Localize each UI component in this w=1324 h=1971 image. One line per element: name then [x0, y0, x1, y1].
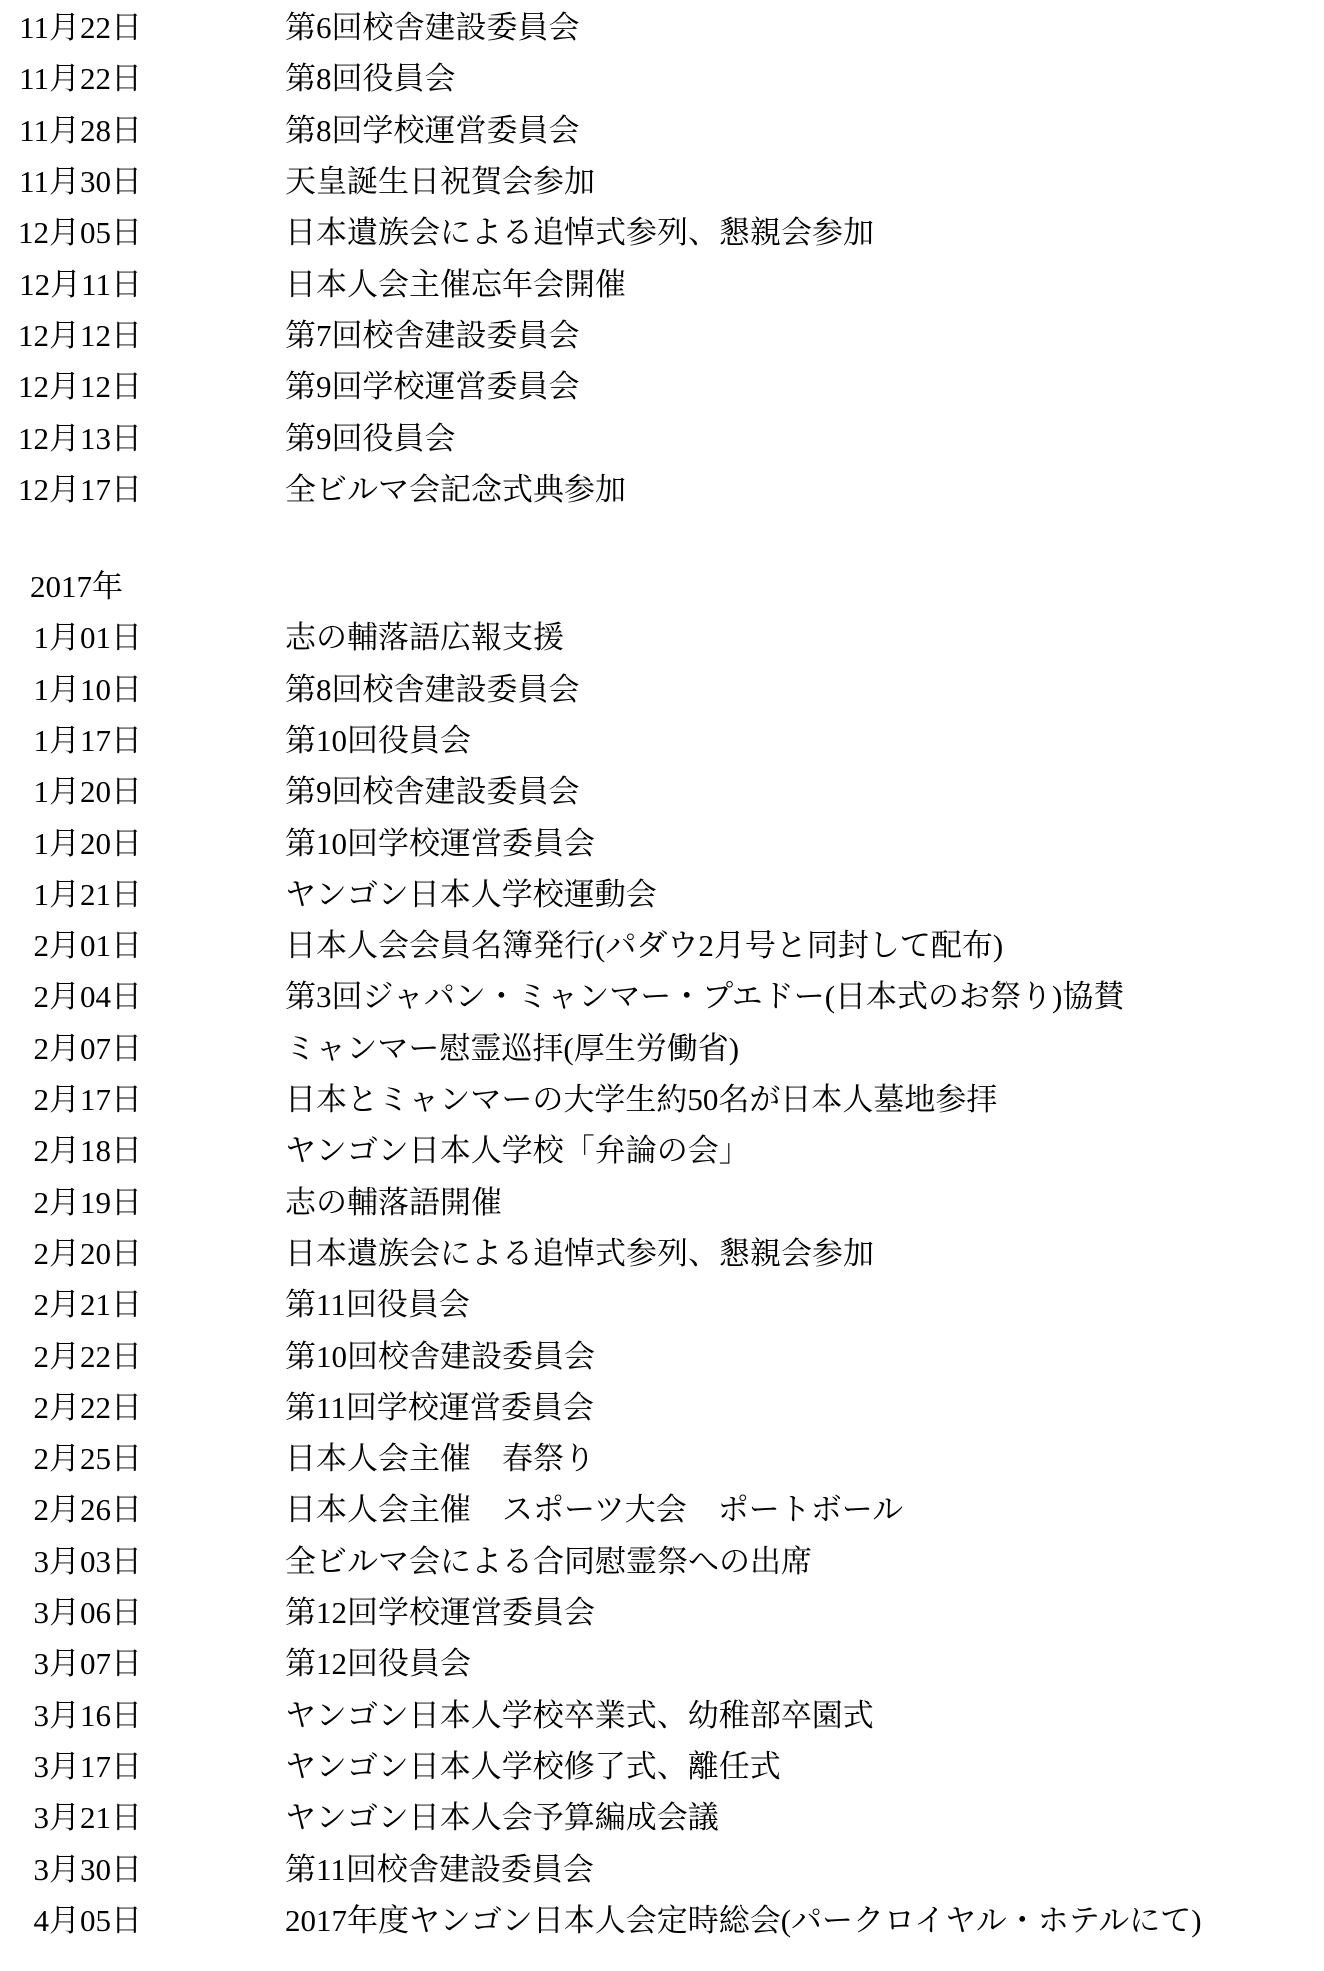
schedule-row	[0, 53, 1324, 104]
date-cell: 2月07日	[33, 1030, 142, 1066]
date-cell: 3月16日	[33, 1697, 142, 1733]
date-cell: 2月04日	[33, 979, 142, 1015]
event-cell: 第7回校舎建設委員会	[285, 317, 580, 353]
event-cell: 日本人会会員名簿発行(パダウ2月号と同封して配布)	[285, 928, 1004, 964]
date-cell: 2月18日	[33, 1133, 142, 1169]
date-cell: 11月22日	[19, 61, 142, 97]
schedule-row	[0, 1484, 1324, 1535]
schedule-row	[0, 1587, 1324, 1638]
event-cell: 2017年度ヤンゴン日本人会定時総会(パークロイヤル・ホテルにて)	[285, 1902, 1202, 1938]
date-cell: 1月10日	[33, 671, 142, 707]
date-cell: 2月21日	[33, 1287, 142, 1323]
date-cell: 12月05日	[18, 215, 142, 251]
schedule-row	[0, 1895, 1324, 1946]
event-cell: ヤンゴン日本人学校修了式、離任式	[285, 1748, 781, 1784]
event-cell: 第10回校舎建設委員会	[285, 1338, 595, 1374]
date-cell: 12月17日	[18, 471, 142, 507]
date-cell: 1月20日	[33, 774, 142, 810]
schedule-row	[0, 1536, 1324, 1587]
schedule-row	[0, 612, 1324, 663]
schedule-row	[0, 1433, 1324, 1484]
event-cell: 第6回校舎建設委員会	[285, 10, 580, 46]
schedule-row	[0, 664, 1324, 715]
schedule-row	[0, 1125, 1324, 1176]
schedule-row	[0, 869, 1324, 920]
schedule-row	[0, 258, 1324, 309]
event-cell: 志の輔落語開催	[285, 1184, 502, 1220]
date-cell: 2月25日	[33, 1441, 142, 1477]
event-cell: ヤンゴン日本人会予算編成会議	[285, 1800, 719, 1836]
date-cell: 3月17日	[33, 1748, 142, 1784]
schedule-row	[0, 817, 1324, 868]
event-cell: 日本遺族会による追悼式参列、懇親会参加	[285, 215, 874, 251]
date-cell: 2月22日	[33, 1338, 142, 1374]
schedule-row	[0, 1330, 1324, 1381]
date-cell: 11月22日	[19, 10, 142, 46]
event-cell: 志の輔落語広報支援	[285, 620, 564, 656]
event-cell: 第11回学校運営委員会	[285, 1389, 594, 1425]
event-cell: 第3回ジャパン・ミャンマー・プエドー(日本式のお祭り)協賛	[285, 979, 1125, 1015]
event-cell: 日本人会主催 春祭り	[285, 1441, 595, 1477]
event-cell: 第8回学校運営委員会	[285, 112, 580, 148]
schedule-row	[0, 1741, 1324, 1792]
event-cell: 第11回校舎建設委員会	[285, 1851, 594, 1887]
date-cell: 3月30日	[33, 1851, 142, 1887]
event-cell: 第10回役員会	[285, 723, 471, 758]
year-label: 2017年	[30, 569, 123, 605]
year-heading	[0, 561, 1324, 612]
event-cell: 全ビルマ会記念式典参加	[285, 471, 626, 507]
event-cell: 天皇誕生日祝賀会参加	[285, 164, 595, 200]
date-cell: 1月17日	[33, 723, 142, 758]
schedule-row	[0, 105, 1324, 156]
date-cell: 2月17日	[33, 1082, 142, 1118]
event-cell: 第9回校舎建設委員会	[285, 774, 580, 810]
schedule-row	[0, 1382, 1324, 1433]
date-cell: 3月07日	[33, 1646, 142, 1682]
date-cell: 1月01日	[33, 620, 142, 656]
date-cell: 11月30日	[19, 164, 142, 200]
date-cell: 3月06日	[33, 1595, 142, 1631]
date-cell: 3月21日	[33, 1800, 142, 1836]
event-cell: 第9回役員会	[285, 420, 456, 456]
date-cell: 2月22日	[33, 1389, 142, 1425]
schedule-row	[0, 1279, 1324, 1330]
schedule-row	[0, 156, 1324, 207]
date-cell: 1月20日	[33, 825, 142, 861]
date-cell: 11月28日	[19, 112, 142, 148]
date-cell: 2月26日	[33, 1492, 142, 1528]
date-cell: 3月03日	[33, 1543, 142, 1579]
schedule-row	[0, 715, 1324, 766]
schedule-row	[0, 920, 1324, 971]
event-cell: 全ビルマ会による合同慰霊祭への出席	[285, 1543, 812, 1579]
event-cell: 第8回役員会	[285, 61, 456, 97]
date-cell: 12月11日	[19, 266, 142, 302]
schedule-row	[0, 1792, 1324, 1843]
date-cell: 1月21日	[33, 876, 142, 912]
event-cell: 第9回学校運営委員会	[285, 369, 580, 405]
date-cell: 12月12日	[18, 369, 142, 405]
schedule-row	[0, 1690, 1324, 1741]
schedule-row	[0, 310, 1324, 361]
schedule-row	[0, 971, 1324, 1022]
date-cell: 2月20日	[33, 1235, 142, 1271]
event-cell: 第12回学校運営委員会	[285, 1595, 595, 1631]
event-cell: 日本とミャンマーの大学生約50名が日本人墓地参拝	[285, 1082, 998, 1118]
schedule-row	[0, 1023, 1324, 1074]
event-cell: 日本遺族会による追悼式参列、懇親会参加	[285, 1235, 874, 1271]
date-cell: 12月13日	[18, 420, 142, 456]
date-cell: 2月01日	[33, 928, 142, 964]
schedule-row	[0, 1177, 1324, 1228]
schedule-row	[0, 2, 1324, 53]
event-cell: 日本人会主催 スポーツ大会 ポートボール	[285, 1492, 904, 1528]
date-cell: 4月05日	[33, 1902, 142, 1938]
event-cell: 日本人会主催忘年会開催	[285, 266, 626, 302]
schedule-row	[0, 1074, 1324, 1125]
schedule-row	[0, 207, 1324, 258]
event-cell: ヤンゴン日本人学校卒業式、幼稚部卒園式	[285, 1697, 874, 1733]
event-cell: 第12回役員会	[285, 1646, 471, 1682]
date-cell: 2月19日	[33, 1184, 142, 1220]
event-cell: 第8回校舎建設委員会	[285, 671, 580, 707]
schedule-row	[0, 361, 1324, 412]
schedule-row	[0, 464, 1324, 515]
event-cell: 第10回学校運営委員会	[285, 825, 595, 861]
schedule-row	[0, 766, 1324, 817]
event-cell: ヤンゴン日本人学校運動会	[285, 876, 657, 912]
date-cell: 12月12日	[18, 317, 142, 353]
event-cell: 第11回役員会	[285, 1287, 470, 1323]
schedule-row	[0, 1843, 1324, 1894]
event-cell: ヤンゴン日本人学校「弁論の会」	[285, 1133, 750, 1169]
schedule-row	[0, 412, 1324, 463]
schedule-row	[0, 1638, 1324, 1689]
event-cell: ミャンマー慰霊巡拝(厚生労働省)	[285, 1030, 740, 1066]
schedule-row	[0, 1228, 1324, 1279]
